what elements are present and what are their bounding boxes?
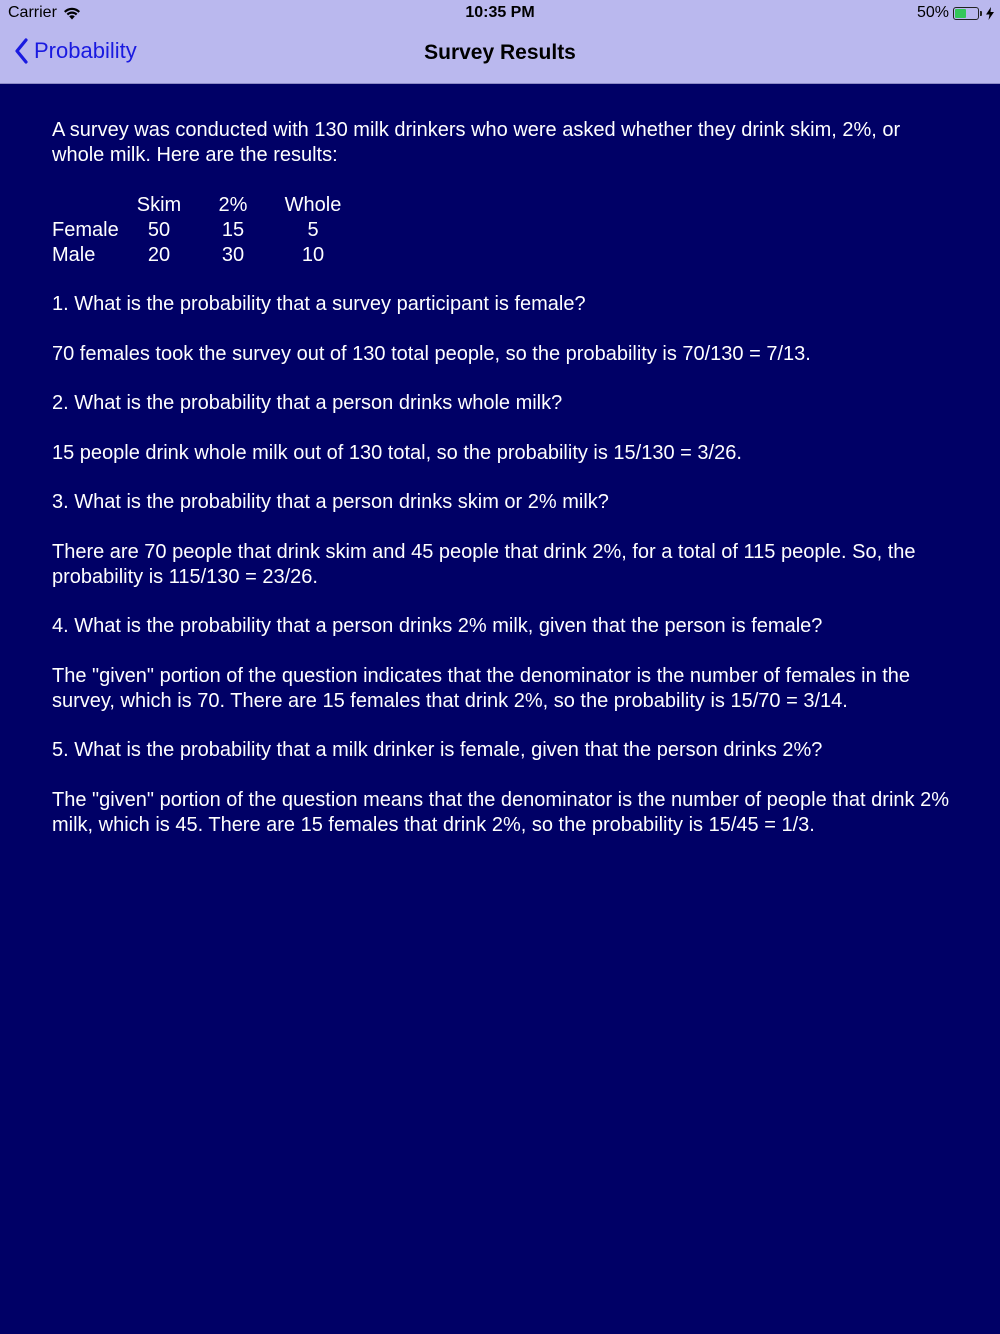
intro-text: A survey was conducted with 130 milk drinkers who were asked whether they drink skim, 2%, or whole milk. Here are the results: xyxy=(52,119,901,166)
table-cell: Female xyxy=(52,218,119,241)
back-button-label: Probability xyxy=(34,38,137,63)
battery-indicator xyxy=(917,4,994,22)
table-cell: 20 xyxy=(147,243,171,266)
battery-fill xyxy=(955,9,966,18)
battery-tip xyxy=(980,11,982,16)
question-5: 5. What is the probability that a milk drinker is female, given that the person drinks 2%? xyxy=(52,739,823,761)
answer-3: There are 70 people that drink skim and 45 people that drink 2%, for a total of 115 people. So, the probability is 115/130 = 23/26. xyxy=(52,540,916,588)
answer-5: The "given" portion of the question means that the denominator is the number of people that drink 2% milk, which is 45. There are 15 females that drink 2%, so the probability is 15/45 = 1/3. xyxy=(52,788,949,836)
charging-bolt-icon xyxy=(986,7,994,20)
page-title: Survey Results xyxy=(424,41,576,64)
table-row xyxy=(52,243,344,268)
table-cell: 15 xyxy=(221,218,245,241)
table-cell: 5 xyxy=(307,218,319,241)
table-header-row xyxy=(52,193,344,218)
battery-icon xyxy=(953,7,979,20)
carrier-label: Carrier xyxy=(8,4,57,21)
table-cell: 10 xyxy=(301,243,325,266)
navigation-bar xyxy=(0,28,1000,84)
top-bar xyxy=(0,0,1000,84)
table-header-cell: 2% xyxy=(218,193,248,216)
question-1: 1. What is the probability that a survey participant is female? xyxy=(52,293,586,315)
table-cell: Male xyxy=(52,243,96,266)
table-row xyxy=(52,218,344,243)
answer-2: 15 people drink whole milk out of 130 total, so the probability is 15/130 = 3/26. xyxy=(52,441,742,464)
content-area xyxy=(52,118,957,862)
table-cell: 30 xyxy=(221,243,245,266)
status-time: 10:35 PM xyxy=(465,4,535,21)
battery-percent: 50% xyxy=(916,4,949,21)
table-cell: 50 xyxy=(147,218,171,241)
table-header-cell xyxy=(52,193,134,218)
answer-1: 70 females took the survey out of 130 total people, so the probability is 70/130 = 7/13. xyxy=(52,342,811,365)
table-header-cell: Whole xyxy=(284,193,342,216)
answer-4: The "given" portion of the question indicates that the denominator is the number of females in the survey, which is 70. There are 15 females that drink 2%, so the probability is 15/70 = 3/14. xyxy=(52,664,911,712)
table-header-cell: Skim xyxy=(136,193,182,216)
question-3: 3. What is the probability that a person drinks skim or 2% milk? xyxy=(52,491,609,513)
question-2: 2. What is the probability that a person drinks whole milk? xyxy=(52,392,563,414)
survey-results-table xyxy=(52,193,344,268)
question-4: 4. What is the probability that a person drinks 2% milk, given that the person is female? xyxy=(52,615,823,637)
status-bar xyxy=(0,0,1000,28)
